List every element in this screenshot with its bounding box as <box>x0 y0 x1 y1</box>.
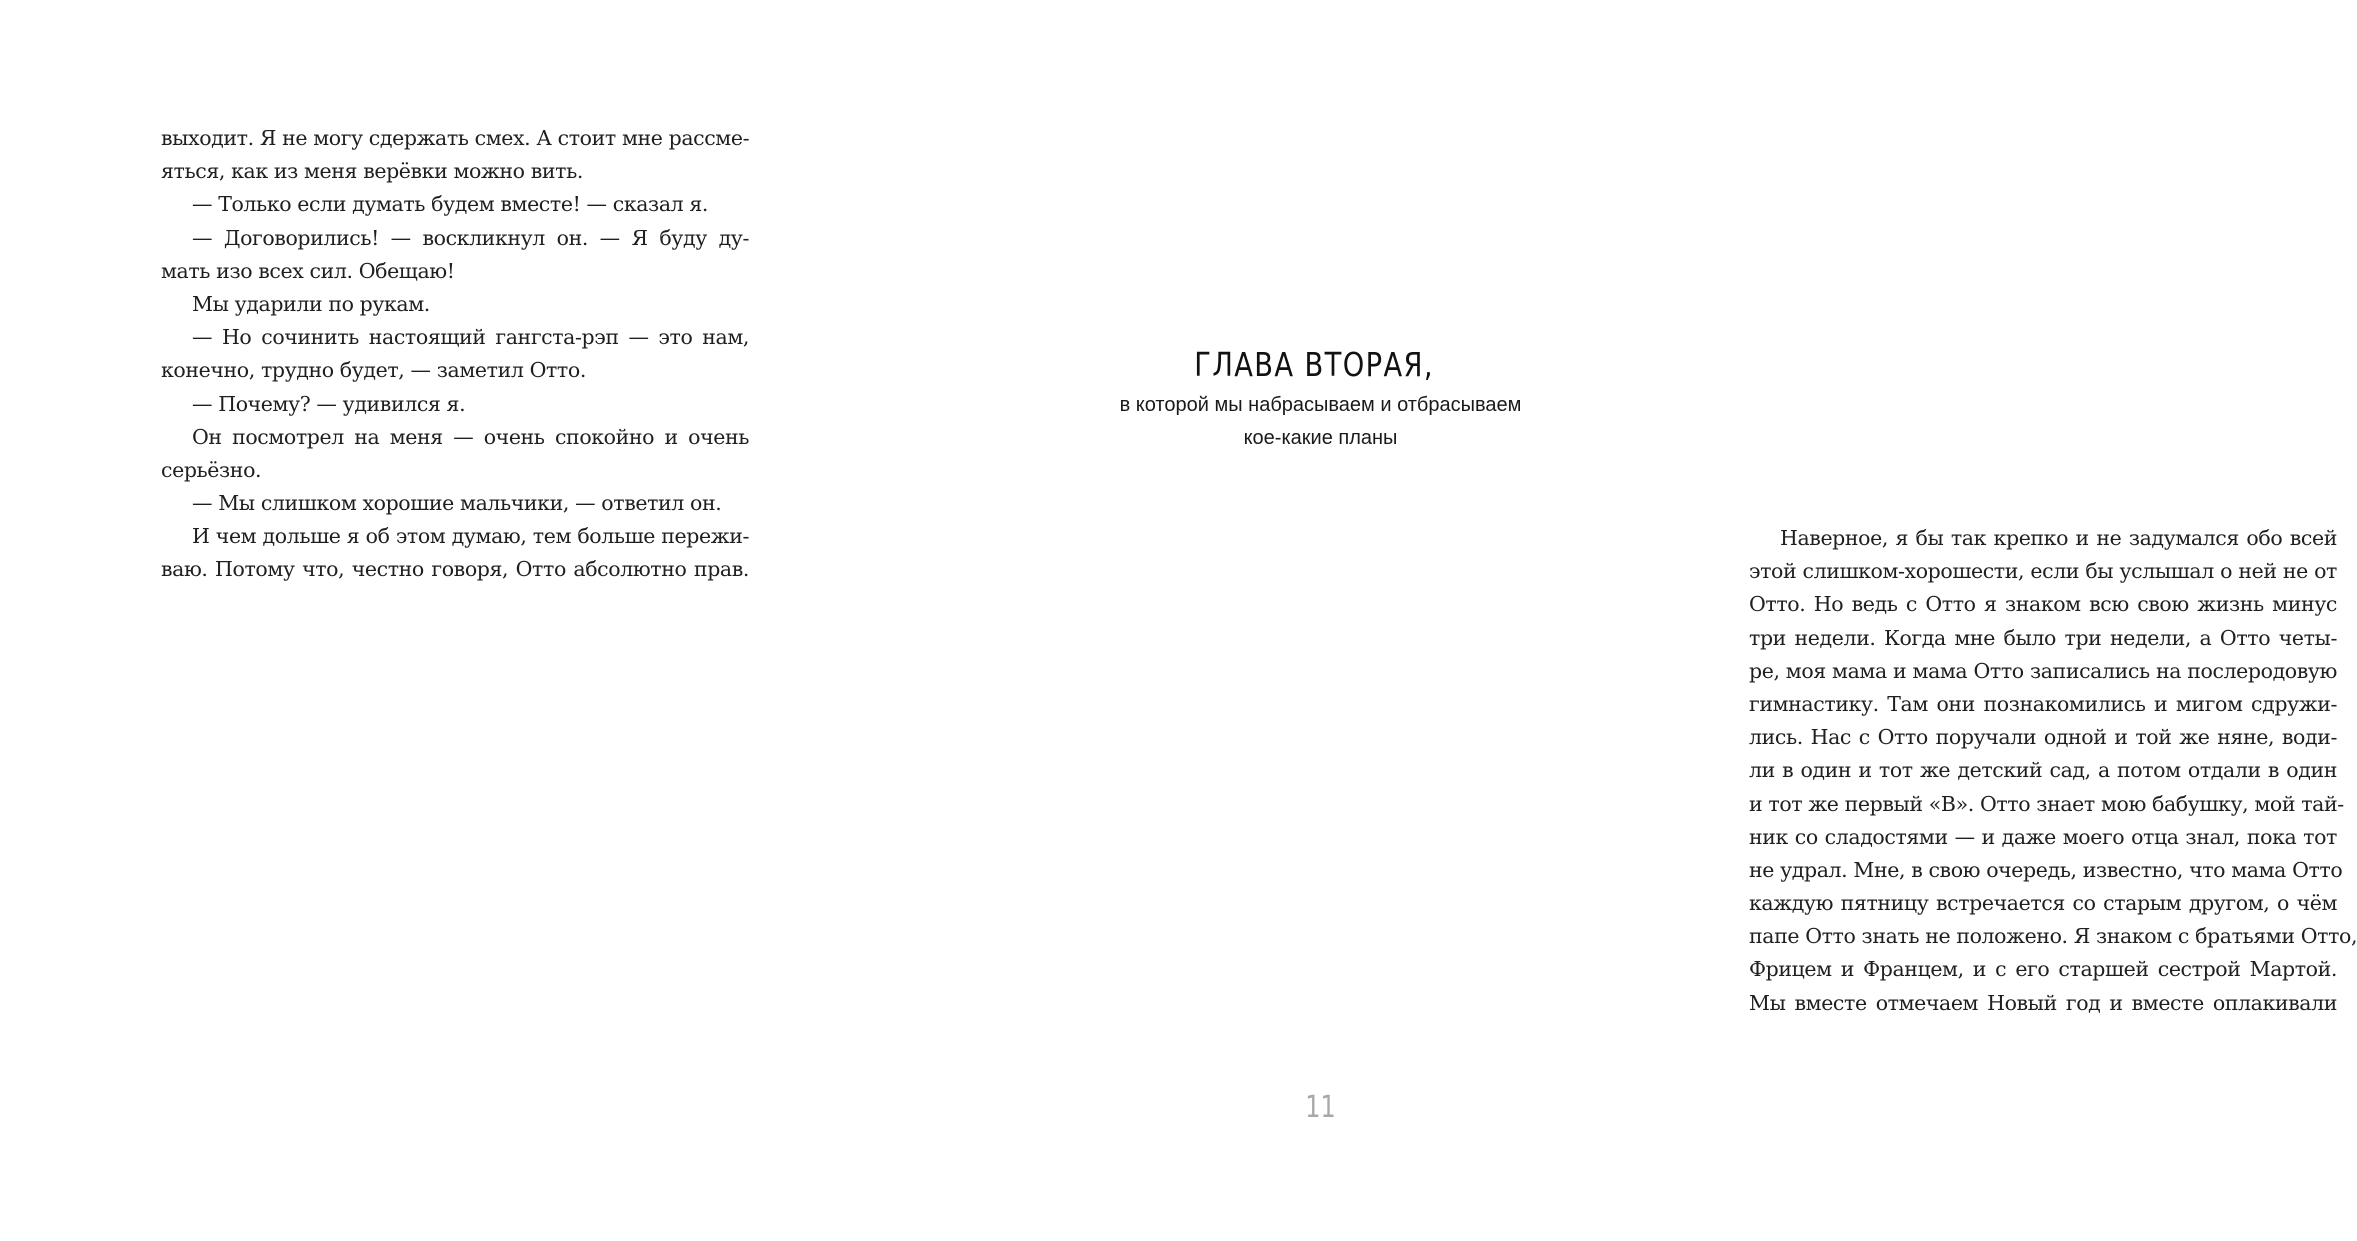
text-line: не удрал. Мне, в свою очередь, известно, что мама Отто <box>1749 857 2343 882</box>
text-line: Фрицем и Францем, и с его старшей сестрой Мартой. <box>1749 957 2337 982</box>
text-line: этой слишком-хорошести, если бы услышал о ней не от <box>1749 559 2337 584</box>
text-line: ли в один и тот же детский сад, а потом отдали в один <box>1749 758 2337 783</box>
text-line: — Договорились! — воскликнул он. — Я буду ду- <box>192 225 749 250</box>
page-number: 11 <box>1305 1090 1336 1125</box>
text-line: каждую пятницу встречается со старым другом, о чём <box>1749 891 2337 916</box>
chapter-subtitle-line: в которой мы набрасываем и отбрасываем <box>1119 394 1522 416</box>
text-line: Мы ударили по рукам. <box>192 291 430 316</box>
text-line: ре, моя мама и мама Отто записались на послеродовую <box>1749 658 2337 683</box>
chapter-subtitle-line: кое-какие планы <box>1243 427 1398 449</box>
text-line: выходит. Я не могу сдержать смех. А стоит мне рассме- <box>161 126 750 150</box>
text-line: три недели. Когда мне было три недели, а Отто четы- <box>1749 625 2337 650</box>
left-page-text <box>161 122 749 587</box>
text-line: гимнастику. Там они познакомились и мигом сдружи- <box>1749 691 2337 716</box>
text-line: лись. Нас с Отто поручали одной и той же няне, води- <box>1749 725 2337 750</box>
chapter-title: ГЛАВА ВТОРАЯ, <box>1194 345 1434 384</box>
text-line: — Почему? — удивился я. <box>192 391 466 416</box>
text-line: — Но сочинить настоящий гангста-рэп — это нам, <box>192 325 749 350</box>
text-line: конечно, трудно будет, — заметил Отто. <box>161 358 586 383</box>
text-line: И чем дольше я об этом думаю, тем больше пережи- <box>192 524 749 549</box>
right-page-text <box>1749 522 2357 1020</box>
text-line: ваю. Потому что, честно говоря, Отто абсолютно прав. <box>161 557 749 582</box>
text-line: мать изо всех сил. Обещаю! <box>161 258 455 283</box>
text-line: папе Отто знать не положено. Я знаком с братьями Отто, <box>1749 924 2357 949</box>
text-line: серьёзно. <box>161 457 262 482</box>
text-line: яться, как из меня верёвки можно вить. <box>161 159 583 184</box>
text-line: ник со сладостями — и даже моего отца знал, пока тот <box>1749 824 2337 849</box>
text-line: и тот же первый «В». Отто знает мою бабушку, мой тай- <box>1749 791 2344 816</box>
text-line: Он посмотрел на меня — очень спокойно и очень <box>192 424 749 449</box>
left-page <box>0 0 827 1241</box>
text-line: — Только если думать будем вместе! — сказал я. <box>192 192 709 217</box>
text-line: Отто. Но ведь с Отто я знаком всю свою жизнь минус <box>1749 592 2337 617</box>
text-line: — Мы слишком хорошие мальчики, — ответил он. <box>192 491 722 516</box>
right-page <box>827 0 2357 1241</box>
text-line: Наверное, я бы так крепко и не задумался обо всей <box>1780 526 2337 550</box>
text-line: Мы вместе отмечаем Новый год и вместе оплакивали <box>1749 990 2337 1015</box>
chapter-subtitle <box>987 389 1654 455</box>
